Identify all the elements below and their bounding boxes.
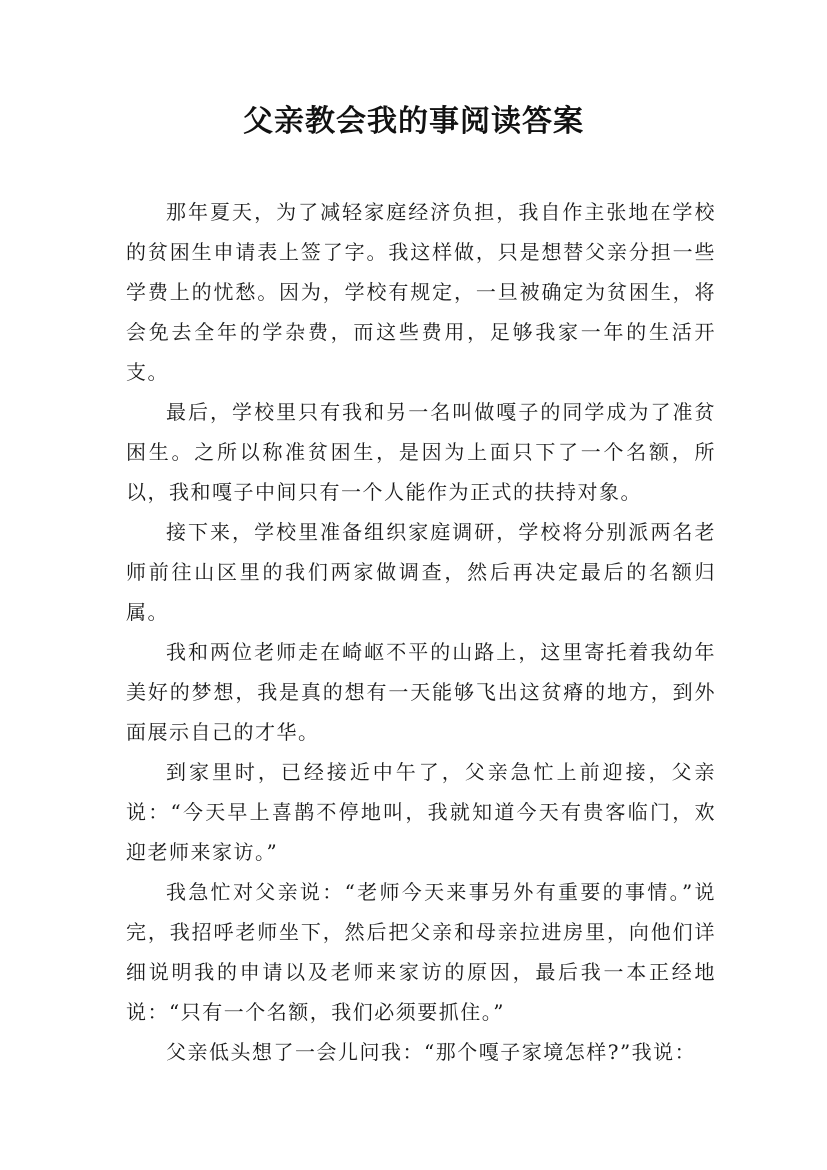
paragraph-3: 接下来，学校里准备组织家庭调研，学校将分别派两名老师前往山区里的我们两家做调查，然后再决定最后的名额归属。 — [126, 520, 716, 624]
paragraph-4: 我和两位老师走在崎岖不平的山路上，这里寄托着我幼年美好的梦想，我是真的想有一天能够飞出这贫瘠的地方，到外面展示自己的才华。 — [126, 640, 716, 744]
paragraph-5: 到家里时，已经接近中午了，父亲急忙上前迎接，父亲说：“今天早上喜鹊不停地叫，我就知道今天有贵客临门，欢迎老师来家访。” — [126, 760, 716, 864]
document-body — [126, 192, 716, 1072]
paragraph-7: 父亲低头想了一会儿问我：“那个嘎子家境怎样?”我说： — [166, 1040, 697, 1064]
paragraph-2: 最后，学校里只有我和另一名叫做嘎子的同学成为了准贫困生。之所以称准贫困生，是因为上面只下了一个名额，所以，我和嘎子中间只有一个人能作为正式的扶持对象。 — [126, 400, 716, 504]
document-title: 父亲教会我的事阅读答案 — [243, 104, 584, 139]
paragraph-6: 我急忙对父亲说：“老师今天来事另外有重要的事情。”说完，我招呼老师坐下，然后把父亲和母亲拉进房里，向他们详细说明我的申请以及老师来家访的原因，最后我一本正经地说：“只有一个名额，我们必须要抓住。” — [126, 880, 716, 1024]
paragraph-1: 那年夏天，为了减轻家庭经济负担，我自作主张地在学校的贫困生申请表上签了字。我这样做，只是想替父亲分担一些学费上的忧愁。因为，学校有规定，一旦被确定为贫困生，将会免去全年的学杂费，而这些费用，足够我家一年的生活开支。 — [126, 200, 716, 384]
